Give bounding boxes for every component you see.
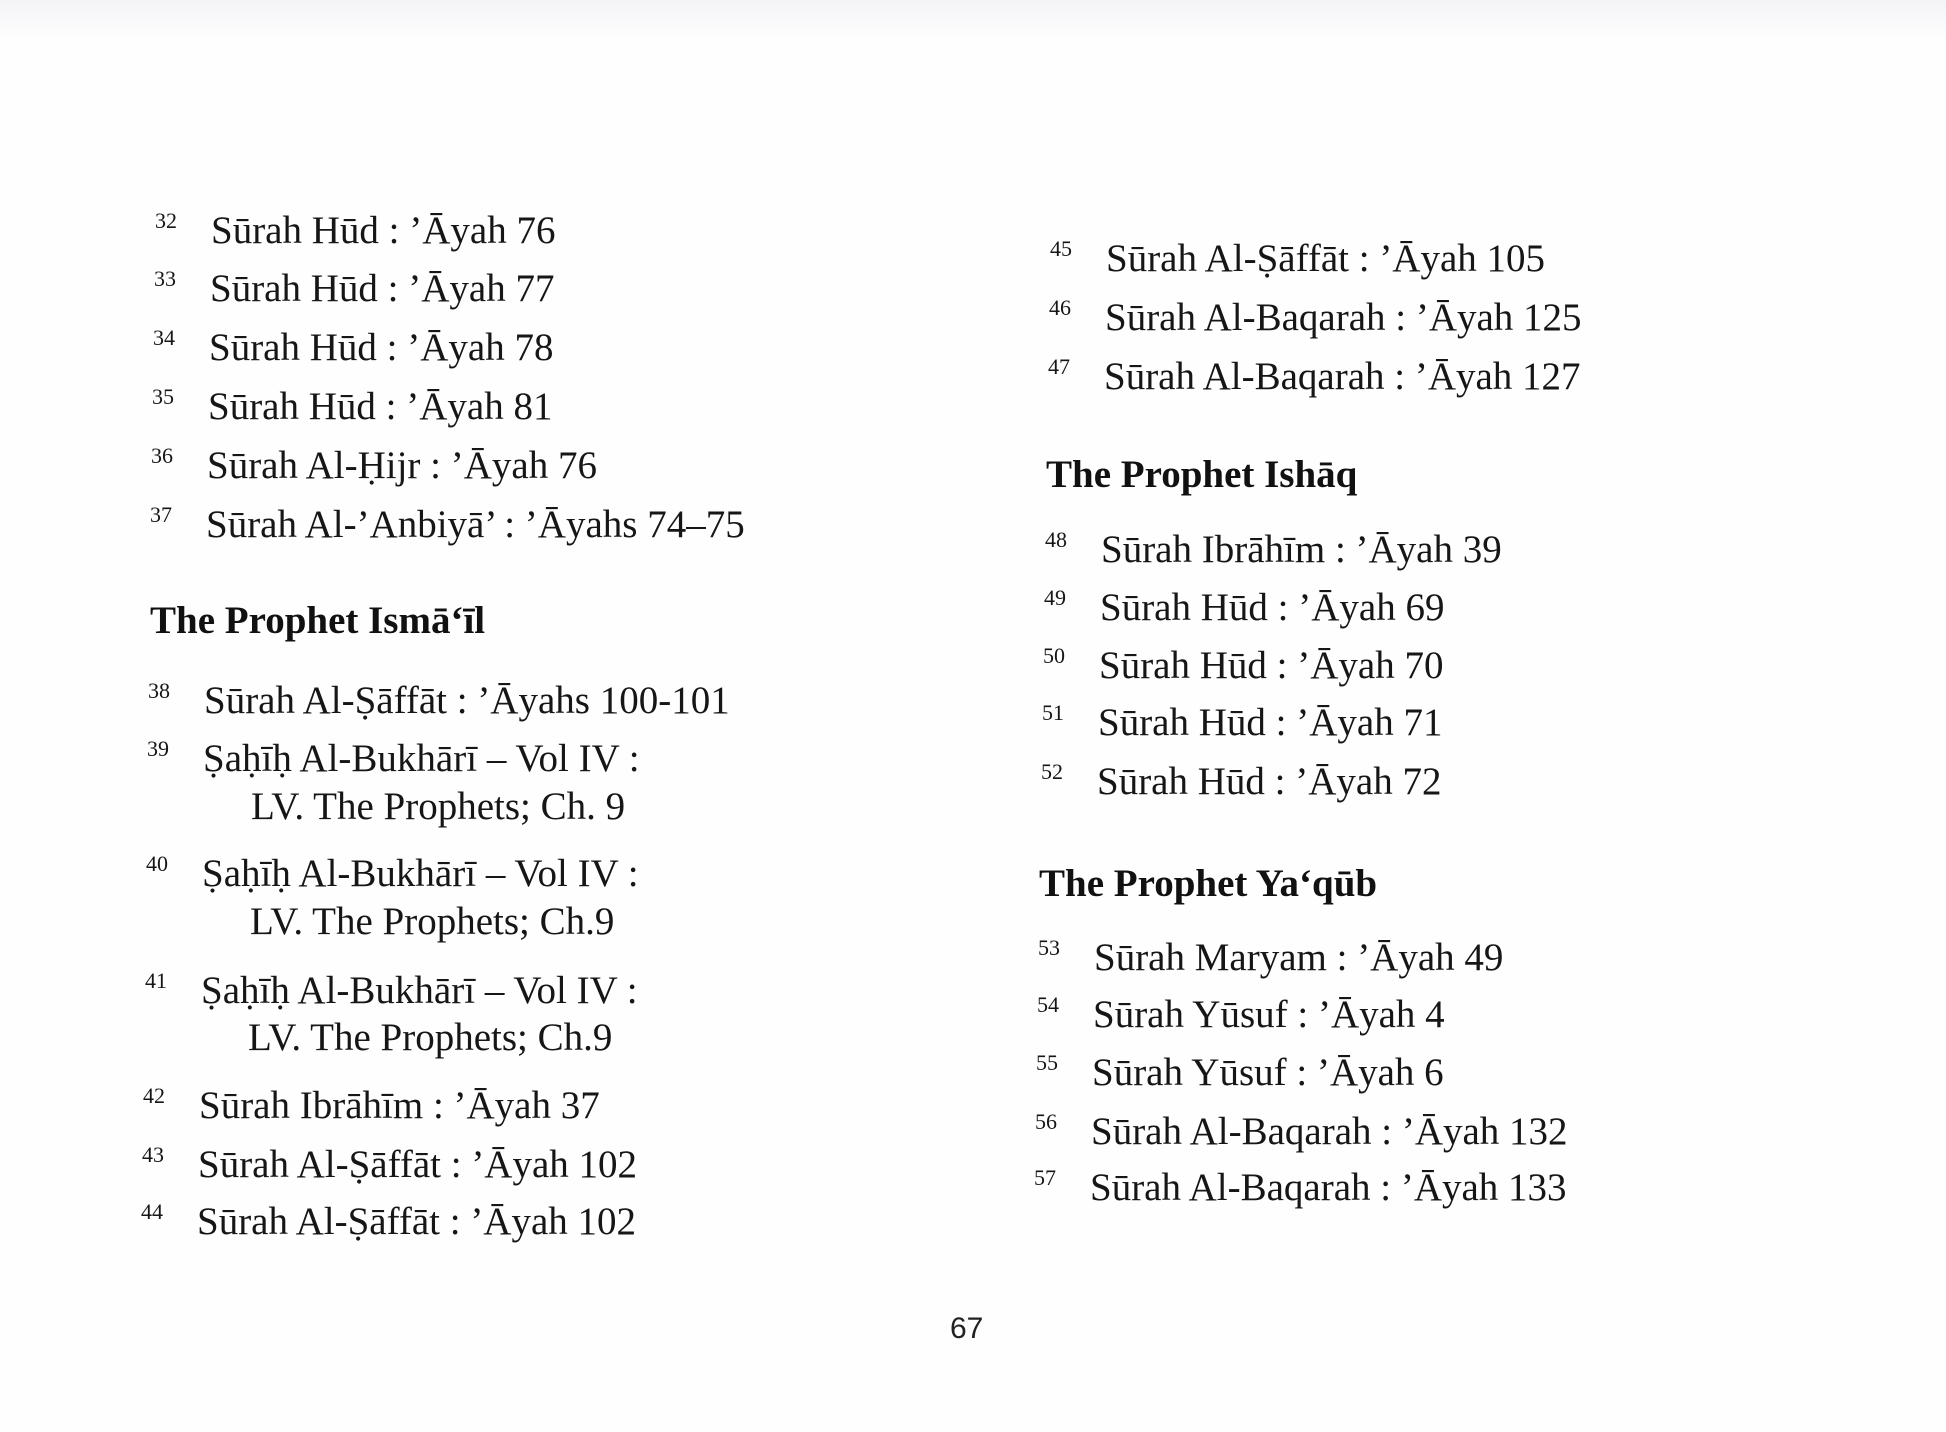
note-number: 52 bbox=[1041, 759, 1063, 784]
note-text: Ṣaḥīḥ Al-Bukhārī – Vol IV : bbox=[201, 969, 638, 1012]
endnote-46 bbox=[1049, 285, 1582, 341]
note-number: 32 bbox=[155, 208, 177, 233]
note-text: Sūrah Al-Ṣāffāt : ’Āyah 105 bbox=[1106, 237, 1546, 280]
note-number: 45 bbox=[1050, 236, 1072, 261]
endnote-49 bbox=[1044, 575, 1444, 631]
note-number: 37 bbox=[150, 502, 172, 527]
note-text: Sūrah Yūsuf : ’Āyah 6 bbox=[1092, 1051, 1444, 1094]
note-number: 50 bbox=[1043, 643, 1065, 668]
note-number: 42 bbox=[143, 1083, 165, 1108]
note-number: 40 bbox=[146, 851, 168, 876]
page-number: 67 bbox=[950, 1312, 984, 1345]
note-number: 35 bbox=[152, 384, 174, 409]
note-text: Sūrah Al-Ḥijr : ’Āyah 76 bbox=[207, 444, 597, 487]
note-text: Sūrah Yūsuf : ’Āyah 4 bbox=[1093, 993, 1445, 1036]
note-text: Ṣaḥīḥ Al-Bukhārī – Vol IV : bbox=[203, 737, 640, 780]
note-text: Ṣaḥīḥ Al-Bukhārī – Vol IV : bbox=[202, 852, 639, 895]
endnote-50 bbox=[1043, 633, 1443, 689]
endnote-56 bbox=[1035, 1099, 1568, 1155]
note-number: 36 bbox=[151, 443, 173, 468]
endnote-41 bbox=[145, 958, 638, 1014]
note-number: 48 bbox=[1045, 527, 1067, 552]
endnote-33 bbox=[154, 256, 554, 312]
endnote-34 bbox=[153, 315, 553, 371]
endnote-39 bbox=[147, 726, 640, 782]
endnote-47 bbox=[1048, 344, 1581, 400]
section-heading-yaqub: The Prophet Ya‘qūb bbox=[1039, 862, 1378, 905]
note-text: Sūrah Hūd : ’Āyah 72 bbox=[1097, 760, 1442, 803]
note-text: Sūrah Al-Baqarah : ’Āyah 125 bbox=[1105, 296, 1582, 339]
endnote-55 bbox=[1036, 1040, 1444, 1096]
note-continuation-text: LV. The Prophets; Ch.9 bbox=[248, 1016, 613, 1059]
note-number: 33 bbox=[154, 266, 176, 291]
endnote-45 bbox=[1050, 226, 1545, 282]
note-text: Sūrah Al-’Anbiyā’ : ’Āyahs 74–75 bbox=[206, 503, 745, 546]
note-number: 47 bbox=[1048, 354, 1070, 379]
endnote-57 bbox=[1034, 1155, 1567, 1211]
note-text: Sūrah Al-Baqarah : ’Āyah 127 bbox=[1104, 355, 1581, 398]
endnote-53 bbox=[1038, 925, 1503, 981]
note-text: Sūrah Hūd : ’Āyah 70 bbox=[1099, 644, 1444, 687]
note-continuation-text: LV. The Prophets; Ch. 9 bbox=[251, 785, 626, 828]
note-text: Sūrah Al-Ṣāffāt : ’Āyah 102 bbox=[198, 1143, 638, 1186]
endnote-32 bbox=[155, 198, 555, 254]
endnote-44 bbox=[141, 1189, 636, 1245]
section-heading-ismail: The Prophet Ismā‘īl bbox=[150, 599, 486, 642]
endnote-51 bbox=[1042, 690, 1442, 746]
note-number: 44 bbox=[141, 1199, 163, 1224]
note-text: Sūrah Hūd : ’Āyah 76 bbox=[211, 209, 556, 252]
note-number: 43 bbox=[142, 1142, 164, 1167]
endnote-40 bbox=[146, 841, 639, 897]
note-text: Sūrah Hūd : ’Āyah 69 bbox=[1100, 586, 1445, 629]
note-number: 41 bbox=[145, 968, 167, 993]
note-number: 56 bbox=[1035, 1109, 1057, 1134]
endnote-52 bbox=[1041, 749, 1441, 805]
endnote-39-continuation bbox=[147, 784, 625, 830]
note-number: 55 bbox=[1036, 1050, 1058, 1075]
note-continuation-text: LV. The Prophets; Ch.9 bbox=[250, 900, 615, 943]
endnote-48 bbox=[1045, 517, 1502, 573]
note-number: 34 bbox=[153, 325, 175, 350]
note-number: 46 bbox=[1049, 295, 1071, 320]
endnote-35 bbox=[152, 374, 552, 430]
note-number: 57 bbox=[1034, 1165, 1056, 1190]
note-text: Sūrah Hūd : ’Āyah 81 bbox=[208, 385, 553, 428]
note-text: Sūrah Al-Baqarah : ’Āyah 133 bbox=[1090, 1166, 1567, 1209]
note-text: Sūrah Al-Ṣāffāt : ’Āyah 102 bbox=[197, 1200, 637, 1243]
note-text: Sūrah Hūd : ’Āyah 77 bbox=[210, 267, 555, 310]
section-heading-ishaq: The Prophet Ishāq bbox=[1046, 453, 1358, 496]
note-text: Sūrah Al-Ṣāffāt : ’Āyahs 100-101 bbox=[204, 679, 730, 722]
endnote-43 bbox=[142, 1132, 637, 1188]
endnote-36 bbox=[151, 433, 597, 489]
note-number: 53 bbox=[1038, 935, 1060, 960]
endnote-38 bbox=[148, 668, 730, 724]
scan-edge-shadow bbox=[0, 0, 1946, 40]
endnote-42 bbox=[143, 1073, 600, 1129]
note-number: 38 bbox=[148, 678, 170, 703]
note-text: Sūrah Al-Baqarah : ’Āyah 132 bbox=[1091, 1110, 1568, 1153]
note-number: 54 bbox=[1037, 992, 1059, 1017]
note-number: 39 bbox=[147, 736, 169, 761]
note-number: 49 bbox=[1044, 585, 1066, 610]
note-text: Sūrah Hūd : ’Āyah 71 bbox=[1098, 701, 1443, 744]
note-text: Sūrah Hūd : ’Āyah 78 bbox=[209, 326, 554, 369]
note-text: Sūrah Maryam : ’Āyah 49 bbox=[1094, 936, 1504, 979]
endnote-41-continuation bbox=[144, 1015, 612, 1061]
endnote-40-continuation bbox=[146, 899, 614, 945]
endnote-37 bbox=[150, 492, 745, 548]
note-text: Sūrah Ibrāhīm : ’Āyah 37 bbox=[199, 1084, 600, 1127]
endnote-54 bbox=[1037, 982, 1445, 1038]
note-text: Sūrah Ibrāhīm : ’Āyah 39 bbox=[1101, 528, 1502, 571]
note-number: 51 bbox=[1042, 700, 1064, 725]
